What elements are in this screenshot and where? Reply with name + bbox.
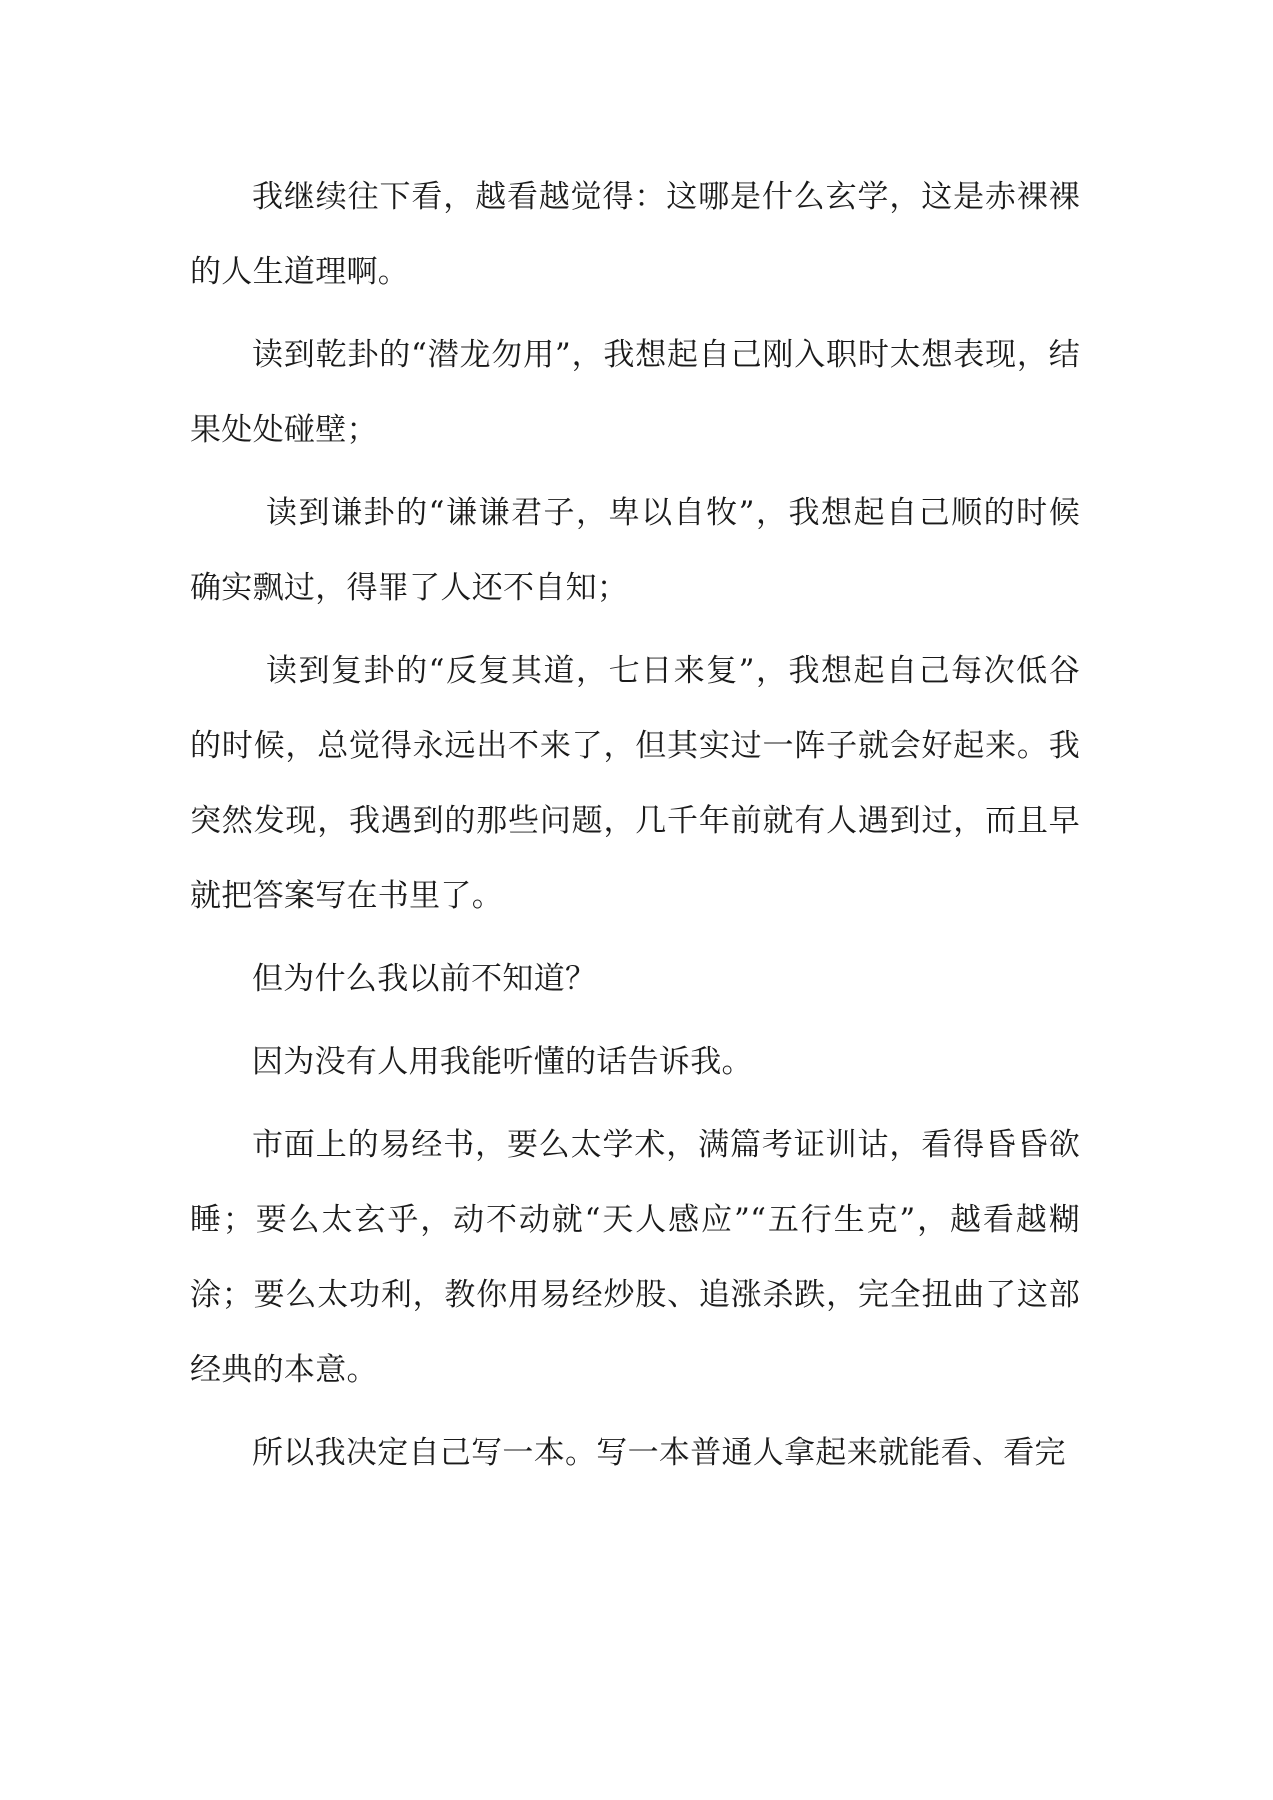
paragraph-1: 我继续往下看，越看越觉得：这哪是什么玄学，这是赤裸裸的人生道理啊。 (190, 179, 1080, 290)
paragraph-4: 读到复卦的“反复其道，七日来复”，我想起自己每次低谷的时候，总觉得永远出不来了，但其实过一阵子就会好起来。我突然发现，我遇到的那些问题，几千年前就有人遇到过，而且早就把答案写在书里了。 (190, 653, 1080, 914)
paragraph-5: 但为什么我以前不知道？ (252, 961, 597, 997)
paragraph-8: 所以我决定自己写一本。写一本普通人拿起来就能看、看完 (252, 1435, 1066, 1471)
paragraph-2: 读到乾卦的“潜龙勿用”，我想起自己刚入职时太想表现，结果处处碰壁； (190, 337, 1080, 448)
paragraph-7: 市面上的易经书，要么太学术，满篇考证训诂，看得昏昏欲睡；要么太玄乎，动不动就“天人感应”“五行生克”，越看越糊涂；要么太功利，教你用易经炒股、追涨杀跌，完全扭曲了这部经典的本意。 (190, 1127, 1080, 1388)
body-text (190, 160, 1080, 1499)
paragraph-6: 因为没有人用我能听懂的话告诉我。 (252, 1044, 753, 1080)
paragraph-3: 读到谦卦的“谦谦君子，卑以自牧”，我想起自己顺的时候确实飘过，得罪了人还不自知； (190, 495, 1080, 606)
